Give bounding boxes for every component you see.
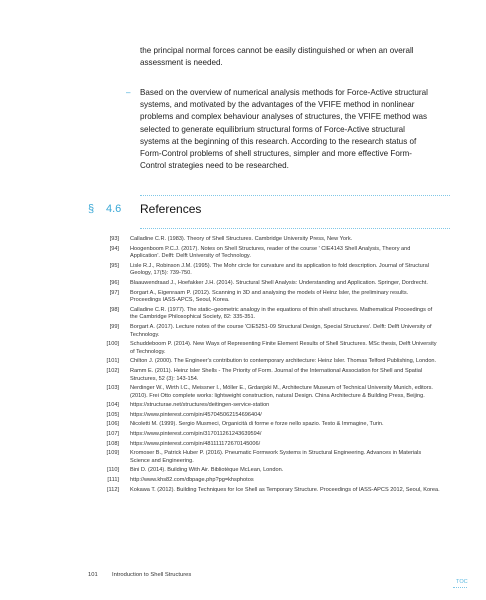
section-symbol-icon: § — [88, 203, 95, 215]
section-divider-bottom — [140, 228, 450, 229]
reference-number: [100] — [106, 341, 119, 348]
reference-number: [110] — [106, 467, 119, 474]
reference-number: [97] — [109, 289, 119, 296]
reference-number: [109] — [106, 450, 119, 457]
reference-text: Bini D. (2014). Building With Air. Bibliotèque McLean, London. — [130, 467, 284, 474]
reference-item — [80, 341, 440, 356]
reference-text: https://www.pinterest.com/pin/481111172670145006/ — [130, 440, 261, 447]
reference-item — [80, 236, 440, 244]
reference-item — [80, 421, 440, 429]
section-divider-top — [140, 195, 450, 196]
reference-number: [106] — [106, 421, 119, 428]
reference-number: [101] — [106, 358, 119, 365]
reference-item — [80, 263, 440, 278]
reference-text: https://structurae.net/structures/deitingen-service-station — [130, 402, 270, 409]
reference-number: [108] — [106, 440, 119, 447]
reference-item — [80, 412, 440, 420]
reference-number: [99] — [109, 323, 119, 330]
reference-number: [102] — [106, 367, 119, 374]
reference-text: Borgart A. (2017). Lecture notes of the course 'CIE5251-09 Structural Design, Special Structures'. Delft: Delft University of Technology. — [130, 323, 432, 338]
reference-text: Nerdinger W., Wirth I.C., Meissner I., Möller E., Grdanjski M., Architecture Museum of Technical University Munich, editors. (2010). Frei Otto complete works: lightweight construction, natural Design. China Architecture & Building Press, Beijing. — [130, 385, 433, 399]
reference-number: [93] — [109, 236, 119, 242]
toc-underline — [453, 587, 467, 588]
reference-text: https://www.pinterest.com/pin/317011261243639594/ — [130, 431, 262, 438]
reference-item — [80, 290, 440, 305]
toc-link[interactable]: TOC — [456, 579, 468, 585]
reference-item — [80, 402, 440, 410]
reference-item — [80, 246, 440, 261]
reference-text: Kokawa T. (2012). Building Techniques for Ice Shell as Temporary Structure. Proceedings of IASS-APCS 2012, Seoul, Korea. — [130, 486, 440, 493]
reference-text: Lisle R.J., Robinson J.M. (1995). The Mohr circle for curvature and its application to fold description. Journal of Structural Geology, 17(5): 739-750. — [130, 262, 429, 277]
section-title: References — [140, 202, 202, 216]
reference-number: [95] — [109, 262, 119, 269]
reference-text: Blaauwendraad J., Hoefakker J.H. (2014). Structural Shell Analysis: Understanding and Application. Springer, Dordrecht. — [130, 279, 428, 286]
reference-number: [104] — [106, 402, 119, 409]
reference-number: [111] — [107, 477, 119, 484]
reference-item — [80, 385, 440, 400]
reference-item — [80, 280, 440, 288]
reference-item — [80, 477, 440, 485]
reference-number: [96] — [109, 279, 119, 286]
reference-text: Hoogenboom P.C.J. (2017). Notes on Shell Structures, reader of the course ' CIE4143 Shell Analysis, Theory and Application'. Delft: Delft University of Technology. — [130, 245, 411, 260]
reference-item — [80, 467, 440, 475]
reference-number: [105] — [106, 411, 119, 418]
bullet-dash-icon: – — [126, 88, 131, 97]
page-number: 101 — [88, 572, 98, 578]
reference-text: Calladine C.R. (1977). The static–geometric analogy in the equations of thin shell structures. Mathematical Proceedings of the Cambridge Philosophical Society, 82: 335-351. — [130, 306, 433, 321]
reference-item — [80, 358, 440, 366]
reference-item — [80, 307, 440, 322]
running-title: Introduction to Shell Structures — [112, 572, 192, 578]
reference-item — [80, 450, 440, 465]
reference-number: [98] — [109, 306, 119, 313]
section-number: 4.6 — [106, 203, 122, 215]
intro-paragraph: the principal normal forces cannot be easily distinguished or when an overall assessment is needed. — [140, 46, 414, 68]
reference-text: Nicoletti M. (1999). Sergio Musmeci, Organicità di forme e forze nello spazio. Testo & Immagine, Turin. — [130, 421, 384, 428]
reference-text: Calladine C.R. (1983). Theory of Shell Structures. Cambridge University Press, New York. — [130, 236, 353, 242]
reference-number: [94] — [109, 245, 119, 252]
reference-text: https://www.pinterest.com/pin/457045062154696404/ — [130, 411, 262, 418]
reference-number: [107] — [106, 431, 119, 438]
reference-text: Schuddeboom P. (2014). New Ways of Representing Finite Element Results of Shell Structures. MSc thesis, Delft University of Technology. — [130, 341, 437, 355]
reference-text: Chilton J. (2000). The Engineer's contribution to contemporary architecture: Heinz Isler. Thomas Telford Publishing, London. — [130, 358, 437, 365]
reference-text: http://www.khs82.com/dbpage.php?pg=khsphotos — [130, 477, 254, 484]
reference-item — [80, 487, 440, 495]
bullet-text: Based on the overview of numerical analysis methods for Force-Active structural systems, and motivated by the advantages of the VFIFE method in nonlinear problems and complex behaviour analyses of structures, the VFIFE method was selected to generate equilibrium structural forms of Force-Active structural systems at the beginning of this research. According to the research status of Form-Control problems of shell structures, simpler and more effective Form-Control strategies need to be researched. — [140, 88, 428, 171]
reference-item — [80, 431, 440, 439]
reference-item — [80, 368, 440, 383]
reference-list — [80, 236, 440, 496]
reference-number: [103] — [106, 385, 119, 392]
reference-item — [80, 324, 440, 339]
reference-item — [80, 441, 440, 449]
reference-text: Borgart A., Eigenraam P. (2012). Scanning in 3D and analysing the models of Heinz Isler, the preliminary results. Proceedings IASS-APCS, Seoul, Korea. — [130, 289, 409, 304]
reference-number: [112] — [106, 486, 119, 493]
reference-text: Ramm E. (2011). Heinz Isler Shells - The Priority of Form. Journal of the International Association for Shell and Spatial Structures, 52 (3): 143-154. — [130, 367, 423, 382]
reference-text: Kromoser B., Patrick Huber P. (2016). Pneumatic Formwork Systems in Structural Engineering. Advances in Materials Science and Engineering. — [130, 450, 422, 464]
section-heading — [88, 203, 450, 219]
